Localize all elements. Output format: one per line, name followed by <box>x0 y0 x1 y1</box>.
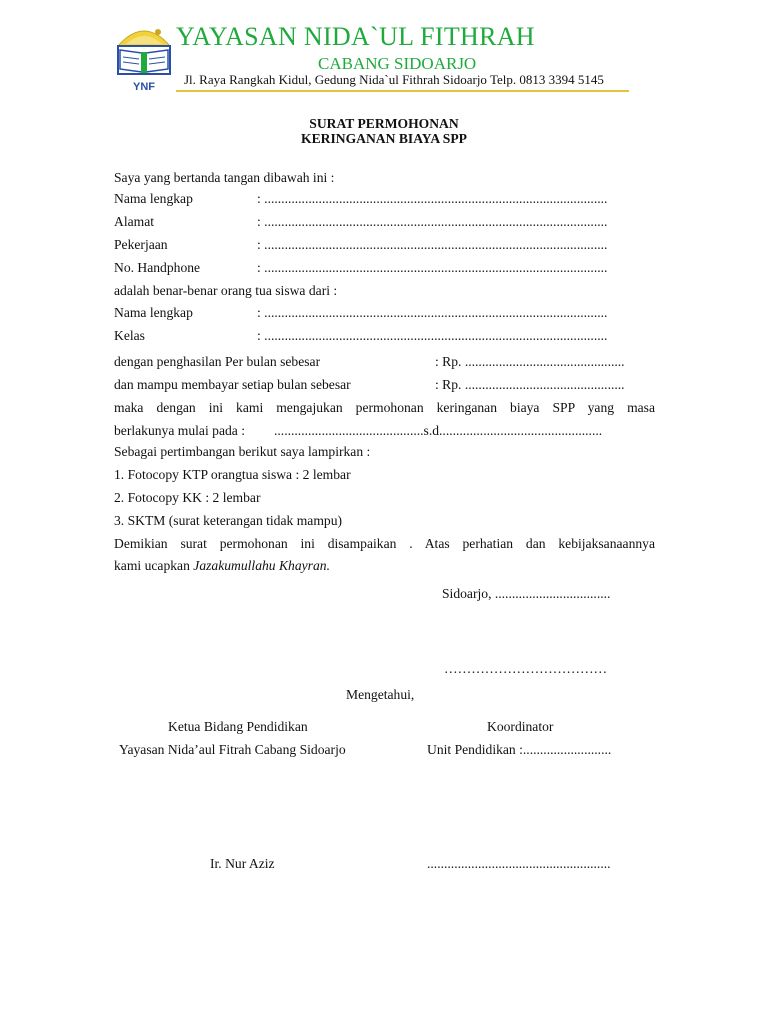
field-value-occupation: : ..................................................................................................... <box>257 237 608 252</box>
field-label-phone: No. Handphone <box>114 260 201 275</box>
child-intro-text: adalah benar-benar orang tua siswa dari : <box>114 283 338 298</box>
field-value-phone: : ..................................................................................................... <box>257 260 608 275</box>
ability-label: dan mampu membayar setiap bulan sebesar <box>114 377 351 392</box>
left-signatory-name: Ir. Nur Aziz <box>210 856 275 871</box>
field-value-student-name: : ..................................................................................................... <box>257 305 608 320</box>
closing-text-line2 <box>114 558 330 574</box>
right-signatory-unit: Unit Pendidikan :.......................... <box>427 742 612 757</box>
letter-title-line1: SURAT PERMOHONAN <box>309 116 459 131</box>
organization-name: YAYASAN NIDA`UL FITHRAH <box>176 22 535 51</box>
closing-text: Demikian surat permohonan ini disampaikan . Atas perhatian dan kebijaksanaannya <box>114 536 655 551</box>
field-label-parent-name: Nama lengkap <box>114 191 193 206</box>
field-value-address: : ..................................................................................................... <box>257 214 608 229</box>
income-value: : Rp. ............................................... <box>435 354 625 369</box>
logo-text: YNF <box>133 81 155 93</box>
acknowledged-label: Mengetahui, <box>346 687 415 702</box>
validity-period: ............................................s.d................................................ <box>274 423 603 438</box>
right-signatory-role: Koordinator <box>487 719 554 734</box>
attachment-item: 1. Fotocopy KTP orangtua siswa : 2 lembar <box>114 467 351 482</box>
left-signatory-role: Ketua Bidang Pendidikan <box>168 719 308 734</box>
left-signatory-org: Yayasan Nida’aul Fitrah Cabang Sidoarjo <box>119 742 346 757</box>
applicant-signature-line: ……………………………… <box>444 661 608 676</box>
field-label-occupation: Pekerjaan <box>114 237 168 252</box>
field-value-class: : ..................................................................................................... <box>257 328 608 343</box>
income-label: dengan penghasilan Per bulan sebesar <box>114 354 321 369</box>
intro-text: Saya yang bertanda tangan dibawah ini : <box>114 170 335 185</box>
branch-name: CABANG SIDOARJO <box>318 54 477 73</box>
header-divider <box>176 90 629 92</box>
right-signatory-name: ...................................................... <box>427 856 611 871</box>
validity-label: berlakunya mulai pada : <box>114 423 245 438</box>
letter-title-line2: KERINGANAN BIAYA SPP <box>301 131 467 146</box>
field-label-class: Kelas <box>114 328 145 343</box>
closing-prefix: kami ucapkan <box>114 558 194 573</box>
ability-value: : Rp. ............................................... <box>435 377 625 392</box>
closing-blessing: Jazakumullahu Khayran. <box>193 558 330 573</box>
organization-address: Jl. Raya Rangkah Kidul, Gedung Nida`ul Fithrah Sidoarjo Telp. 0813 3394 5145 <box>184 72 604 87</box>
ynf-logo <box>112 20 176 94</box>
place-date: Sidoarjo, .................................. <box>442 586 611 601</box>
attachment-item: 3. SKTM (surat keterangan tidak mampu) <box>114 513 343 528</box>
field-label-address: Alamat <box>114 214 155 229</box>
attachment-item: 2. Fotocopy KK : 2 lembar <box>114 490 261 505</box>
request-text: maka dengan ini kami mengajukan permohonan keringanan biaya SPP yang masa <box>114 400 655 415</box>
field-value-parent-name: : ..................................................................................................... <box>257 191 608 206</box>
attachments-intro: Sebagai pertimbangan berikut saya lampirkan : <box>114 444 371 459</box>
field-label-student-name: Nama lengkap <box>114 305 193 320</box>
